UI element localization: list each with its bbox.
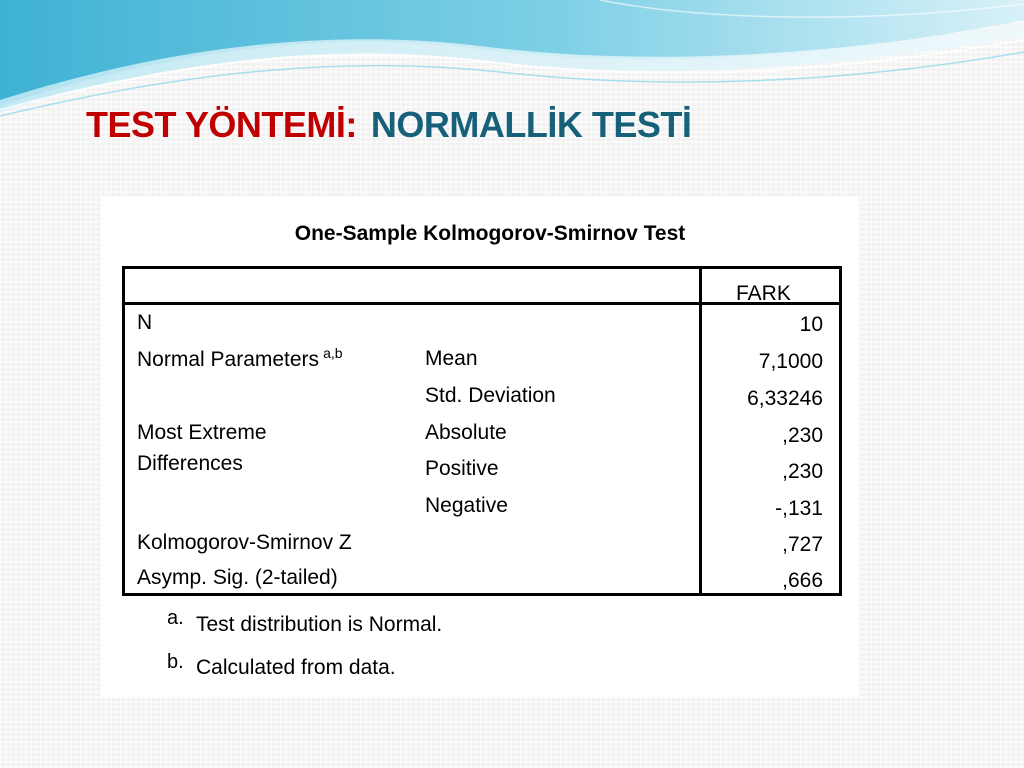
row-value-absolute: ,230 <box>782 424 823 447</box>
row-value-std-deviation: 6,33246 <box>747 387 823 410</box>
footnote-b-text: Calculated from data. <box>196 656 396 679</box>
normal-parameters-text: Normal Parameters <box>137 348 320 371</box>
footnote-a-letter: a. <box>167 607 184 629</box>
row-value-mean: 7,1000 <box>758 350 823 373</box>
row-label-most-extreme: Most Extreme <box>137 421 267 444</box>
slide-title-test-method: TEST YÖNTEMİ: <box>86 104 357 145</box>
row-value-negative: -,131 <box>775 497 823 520</box>
row-sublabel-std-deviation: Std. Deviation <box>425 384 556 407</box>
footnote-a-text: Test distribution is Normal. <box>196 613 443 636</box>
row-value-n: 10 <box>799 313 823 336</box>
slide-title-normality-test: NORMALLİK TESTİ <box>370 104 692 145</box>
row-value-positive: ,230 <box>782 460 823 483</box>
row-label-asymp-sig: Asymp. Sig. (2-tailed) <box>137 566 338 589</box>
spss-output-panel <box>101 196 859 698</box>
row-sublabel-absolute: Absolute <box>425 421 507 444</box>
footnote-b-letter: b. <box>167 651 184 673</box>
row-label-normal-parameters <box>137 345 343 373</box>
row-label-differences: Differences <box>137 452 243 475</box>
row-label-ks-z: Kolmogorov-Smirnov Z <box>137 531 352 554</box>
row-sublabel-mean: Mean <box>425 347 478 370</box>
row-sublabel-positive: Positive <box>425 457 499 480</box>
row-value-ks-z: ,727 <box>782 533 823 556</box>
ks-test-table <box>122 266 842 596</box>
row-value-asymp-sig: ,666 <box>782 569 823 592</box>
column-divider <box>699 269 702 593</box>
slide-title <box>86 104 691 146</box>
header-rule <box>125 302 839 305</box>
footnote-ref-ab: a,b <box>323 345 343 361</box>
row-sublabel-negative: Negative <box>425 494 508 517</box>
column-header-fark: FARK <box>736 282 791 305</box>
table-title: One-Sample Kolmogorov-Smirnov Test <box>294 222 686 245</box>
row-label-n: N <box>137 311 153 334</box>
header-wave-decoration <box>0 0 1024 120</box>
